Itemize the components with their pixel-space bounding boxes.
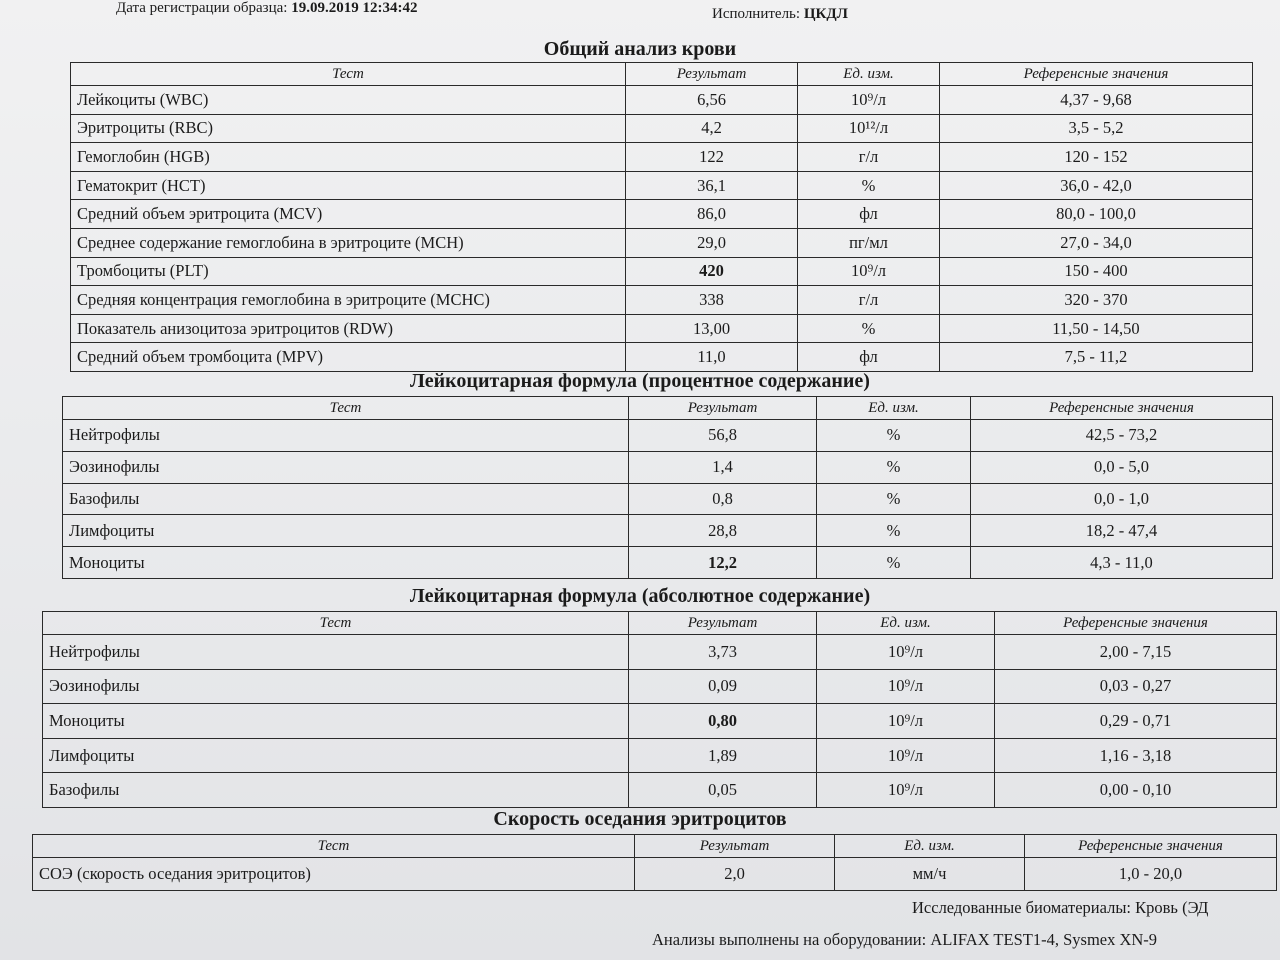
table-row	[63, 483, 1273, 515]
table-row	[43, 773, 1277, 808]
test-reference: 0,29 - 0,71	[995, 704, 1277, 739]
cbc-title: Общий анализ крови	[543, 38, 737, 60]
test-unit: %	[817, 515, 971, 547]
test-result: 0,05	[629, 773, 817, 808]
test-unit: 10⁹/л	[798, 86, 940, 115]
test-result: 1,4	[629, 451, 817, 483]
test-name: СОЭ (скорость оседания эритроцитов)	[33, 858, 635, 891]
col-result-header: Результат	[629, 397, 817, 420]
table-row	[71, 257, 1253, 286]
table-header-row	[43, 612, 1277, 635]
test-result: 13,00	[626, 314, 798, 343]
test-reference: 18,2 - 47,4	[971, 515, 1273, 547]
test-result: 36,1	[626, 171, 798, 200]
test-name: Гемоглобин (HGB)	[71, 143, 626, 172]
table-row	[63, 451, 1273, 483]
registration-date: Дата регистрации образца: 19.09.2019 12:34:42	[116, 0, 418, 16]
cbc-table	[70, 62, 1253, 372]
test-name: Лимфоциты	[43, 738, 629, 773]
test-reference: 0,0 - 1,0	[971, 483, 1273, 515]
col-test-header: Тест	[71, 63, 626, 86]
esr-title: Скорость оседания эритроцитов	[493, 808, 787, 830]
test-reference: 150 - 400	[940, 257, 1253, 286]
table-row	[71, 171, 1253, 200]
test-result: 420	[626, 257, 798, 286]
leuko-pct-title: Лейкоцитарная формула (процентное содержание)	[410, 370, 870, 392]
test-unit: г/л	[798, 286, 940, 315]
performer: Исполнитель: ЦКДЛ	[712, 6, 848, 22]
test-name: Среднее содержание гемоглобина в эритроците (MCH)	[71, 228, 626, 257]
test-name: Эозинофилы	[63, 451, 629, 483]
test-result: 56,8	[629, 420, 817, 452]
table-row	[71, 143, 1253, 172]
col-ref-header: Референсные значения	[940, 63, 1253, 86]
test-unit: 10⁹/л	[817, 704, 995, 739]
test-result: 12,2	[629, 547, 817, 579]
test-unit: %	[817, 420, 971, 452]
test-reference: 1,16 - 3,18	[995, 738, 1277, 773]
test-name: Базофилы	[63, 483, 629, 515]
test-reference: 27,0 - 34,0	[940, 228, 1253, 257]
test-unit: 10⁹/л	[817, 635, 995, 670]
col-result-header: Результат	[629, 612, 817, 635]
table-row	[71, 314, 1253, 343]
test-unit: %	[798, 171, 940, 200]
col-ref-header: Референсные значения	[971, 397, 1273, 420]
test-result: 6,56	[626, 86, 798, 115]
col-result-header: Результат	[626, 63, 798, 86]
test-reference: 11,50 - 14,50	[940, 314, 1253, 343]
test-unit: мм/ч	[835, 858, 1025, 891]
test-name: Эозинофилы	[43, 669, 629, 704]
test-reference: 2,00 - 7,15	[995, 635, 1277, 670]
test-result: 122	[626, 143, 798, 172]
test-result: 28,8	[629, 515, 817, 547]
test-name: Тромбоциты (PLT)	[71, 257, 626, 286]
table-header-row	[63, 397, 1273, 420]
test-reference: 0,0 - 5,0	[971, 451, 1273, 483]
test-unit: 10⁹/л	[798, 257, 940, 286]
test-reference: 120 - 152	[940, 143, 1253, 172]
test-reference: 36,0 - 42,0	[940, 171, 1253, 200]
col-test-header: Тест	[33, 835, 635, 858]
test-unit: %	[817, 483, 971, 515]
table-row	[71, 286, 1253, 315]
test-unit: г/л	[798, 143, 940, 172]
test-reference: 3,5 - 5,2	[940, 114, 1253, 143]
test-name: Средний объем эритроцита (MCV)	[71, 200, 626, 229]
test-reference: 4,37 - 9,68	[940, 86, 1253, 115]
test-name: Показатель анизоцитоза эритроцитов (RDW)	[71, 314, 626, 343]
table-row	[63, 547, 1273, 579]
test-reference: 0,00 - 0,10	[995, 773, 1277, 808]
table-row	[43, 738, 1277, 773]
test-reference: 7,5 - 11,2	[940, 343, 1253, 372]
test-unit: фл	[798, 343, 940, 372]
col-unit-header: Ед. изм.	[798, 63, 940, 86]
test-unit: 10⁹/л	[817, 669, 995, 704]
table-row	[63, 515, 1273, 547]
test-result: 11,0	[626, 343, 798, 372]
table-header-row	[71, 63, 1253, 86]
table-row	[71, 200, 1253, 229]
test-name: Моноциты	[63, 547, 629, 579]
test-reference: 0,03 - 0,27	[995, 669, 1277, 704]
test-result: 4,2	[626, 114, 798, 143]
table-header-row	[33, 835, 1277, 858]
test-name: Нейтрофилы	[43, 635, 629, 670]
test-result: 0,8	[629, 483, 817, 515]
col-ref-header: Референсные значения	[1025, 835, 1277, 858]
col-unit-header: Ед. изм.	[835, 835, 1025, 858]
leuko-abs-table	[42, 611, 1277, 808]
leuko-pct-table	[62, 396, 1273, 579]
test-name: Средняя концентрация гемоглобина в эритроците (MCHC)	[71, 286, 626, 315]
test-name: Базофилы	[43, 773, 629, 808]
test-unit: %	[798, 314, 940, 343]
leuko-abs-title: Лейкоцитарная формула (абсолютное содержание)	[409, 585, 871, 607]
test-result: 29,0	[626, 228, 798, 257]
test-name: Лимфоциты	[63, 515, 629, 547]
test-name: Моноциты	[43, 704, 629, 739]
test-unit: 10¹²/л	[798, 114, 940, 143]
test-unit: 10⁹/л	[817, 738, 995, 773]
test-result: 0,09	[629, 669, 817, 704]
table-row	[43, 669, 1277, 704]
col-ref-header: Референсные значения	[995, 612, 1277, 635]
test-reference: 1,0 - 20,0	[1025, 858, 1277, 891]
test-unit: %	[817, 451, 971, 483]
table-row	[71, 343, 1253, 372]
table-row	[33, 858, 1277, 891]
esr-table	[32, 834, 1277, 891]
test-reference: 80,0 - 100,0	[940, 200, 1253, 229]
test-result: 2,0	[635, 858, 835, 891]
col-unit-header: Ед. изм.	[817, 612, 995, 635]
test-unit: 10⁹/л	[817, 773, 995, 808]
col-result-header: Результат	[635, 835, 835, 858]
test-name: Средний объем тромбоцита (MPV)	[71, 343, 626, 372]
test-result: 3,73	[629, 635, 817, 670]
test-result: 338	[626, 286, 798, 315]
equipment-note: Анализы выполнены на оборудовании: ALIFAX TEST1-4, Sysmex XN-9	[652, 930, 1158, 949]
table-row	[71, 86, 1253, 115]
test-name: Лейкоциты (WBC)	[71, 86, 626, 115]
table-row	[63, 420, 1273, 452]
col-test-header: Тест	[63, 397, 629, 420]
test-reference: 320 - 370	[940, 286, 1253, 315]
table-row	[43, 635, 1277, 670]
test-reference: 42,5 - 73,2	[971, 420, 1273, 452]
test-result: 1,89	[629, 738, 817, 773]
table-row	[43, 704, 1277, 739]
table-row	[71, 228, 1253, 257]
table-row	[71, 114, 1253, 143]
test-unit: пг/мл	[798, 228, 940, 257]
test-result: 86,0	[626, 200, 798, 229]
test-reference: 4,3 - 11,0	[971, 547, 1273, 579]
test-name: Нейтрофилы	[63, 420, 629, 452]
test-unit: фл	[798, 200, 940, 229]
test-unit: %	[817, 547, 971, 579]
test-result: 0,80	[629, 704, 817, 739]
test-name: Эритроциты (RBC)	[71, 114, 626, 143]
biomaterials-note: Исследованные биоматериалы: Кровь (ЭД	[912, 898, 1209, 917]
test-name: Гематокрит (HCT)	[71, 171, 626, 200]
col-unit-header: Ед. изм.	[817, 397, 971, 420]
col-test-header: Тест	[43, 612, 629, 635]
